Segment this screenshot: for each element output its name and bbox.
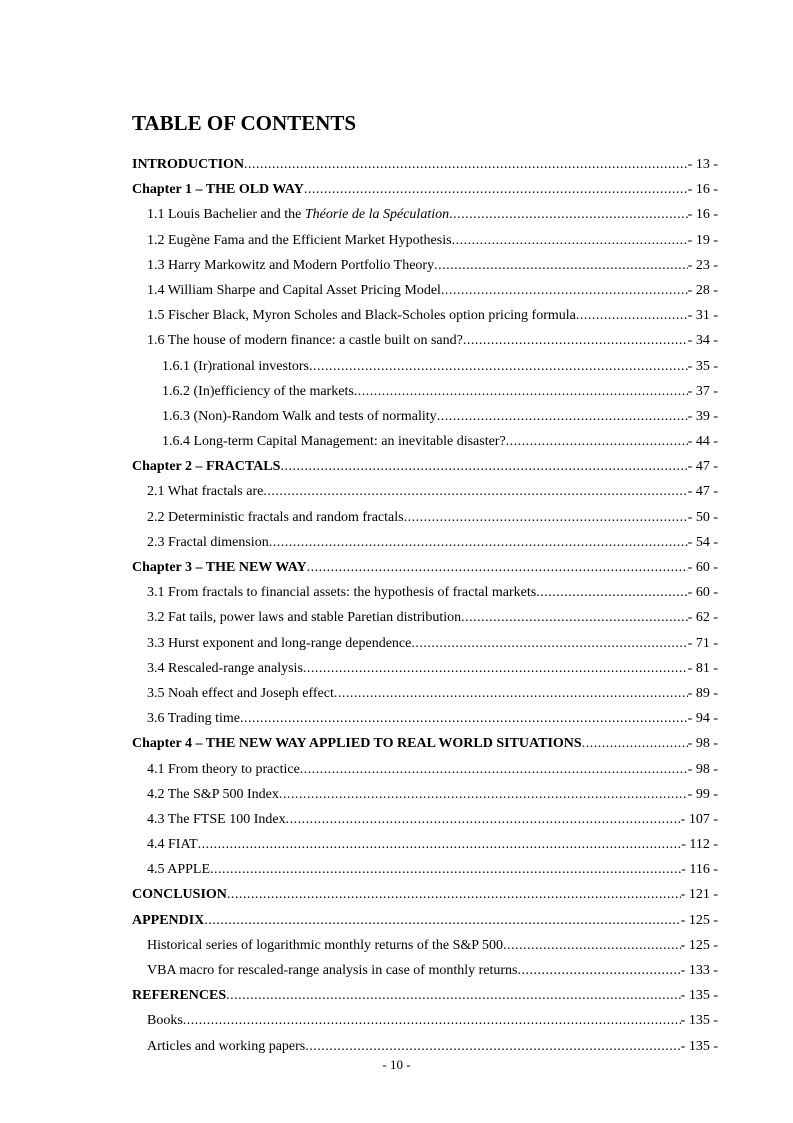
toc-entry[interactable]	[132, 205, 718, 230]
toc-entry-page: - 125 -	[680, 912, 718, 928]
toc-entry-label: 4.5 APPLE	[147, 862, 211, 878]
dot-leader	[411, 634, 687, 654]
toc-entry-label: REFERENCES	[132, 988, 227, 1004]
toc-entry-page: - 121 -	[680, 887, 718, 903]
toc-entry-label: 1.6.3 (Non)-Random Walk and tests of normality	[162, 408, 437, 424]
dot-leader	[576, 306, 688, 326]
toc-entry[interactable]	[132, 709, 718, 734]
toc-entry[interactable]	[132, 785, 718, 810]
toc-entry-page: - 135 -	[680, 1038, 718, 1054]
toc-entry[interactable]	[132, 835, 718, 860]
dot-leader	[307, 558, 688, 578]
dot-leader	[506, 432, 688, 452]
dot-leader	[204, 911, 680, 931]
toc-entry-label: 2.1 What fractals are	[147, 484, 264, 500]
dot-leader	[518, 961, 681, 981]
dot-leader	[503, 936, 681, 956]
toc-entry-label: 2.3 Fractal dimension	[147, 534, 269, 550]
toc-entry-page: - 60 -	[687, 560, 718, 575]
toc-entry-label: 2.2 Deterministic fractals and random fractals	[147, 509, 404, 525]
toc-entry-page: - 44 -	[687, 434, 718, 450]
toc-entry-page: - 50 -	[687, 509, 718, 525]
toc-entry[interactable]	[132, 231, 718, 256]
toc-entry-page: - 16 -	[687, 182, 718, 198]
toc-entry-label: VBA macro for rescaled-range analysis in case of monthly returns	[147, 963, 518, 978]
toc-entry-page: - 135 -	[680, 1013, 718, 1029]
toc-entry[interactable]	[132, 961, 718, 986]
toc-entry-label: 3.1 From fractals to financial assets: the hypothesis of fractal markets	[147, 585, 537, 601]
dot-leader	[280, 457, 687, 477]
dot-leader	[210, 860, 681, 880]
toc-entry[interactable]	[132, 911, 718, 936]
toc-entry-page: - 47 -	[687, 459, 718, 475]
toc-entry-page: - 23 -	[687, 257, 718, 273]
toc-entry[interactable]	[132, 331, 718, 356]
toc-entry[interactable]	[132, 659, 718, 684]
toc-entry-label: 3.4 Rescaled-range analysis	[147, 660, 303, 676]
dot-leader	[305, 1037, 680, 1057]
toc-entry[interactable]	[132, 986, 718, 1011]
toc-entry[interactable]	[132, 357, 718, 382]
toc-entry[interactable]	[132, 810, 718, 835]
toc-entry[interactable]	[132, 1011, 718, 1036]
toc-entry[interactable]	[132, 608, 718, 633]
dot-leader	[240, 709, 688, 729]
toc-entry-page: - 62 -	[687, 610, 718, 626]
toc-entry-label: 1.4 William Sharpe and Capital Asset Pricing Model	[147, 282, 441, 298]
dot-leader	[334, 684, 688, 704]
toc-entry[interactable]	[132, 180, 718, 205]
toc-entry-label: CONCLUSION	[132, 887, 227, 903]
toc-entry-page: - 19 -	[687, 232, 718, 248]
toc-entry-page: - 71 -	[687, 635, 718, 651]
dot-leader	[286, 810, 681, 830]
toc-entry-page: - 94 -	[687, 711, 718, 727]
dot-leader	[303, 659, 688, 679]
toc-entry[interactable]	[132, 760, 718, 785]
toc-entry-page: - 135 -	[680, 988, 718, 1004]
dot-leader	[536, 583, 688, 603]
dot-leader	[198, 835, 682, 855]
toc-entry-label: Chapter 1 – THE OLD WAY	[132, 182, 304, 198]
dot-leader	[309, 357, 688, 377]
toc-entry-label: 1.6.1 (Ir)rational investors	[162, 358, 309, 374]
toc-entry[interactable]	[132, 885, 718, 910]
toc-entry-label: Chapter 3 – THE NEW WAY	[132, 560, 307, 575]
toc-entry[interactable]	[132, 533, 718, 558]
toc-entry-page: - 133 -	[680, 963, 718, 978]
toc-entry-label: 4.2 The S&P 500 Index	[147, 786, 279, 802]
dot-leader	[449, 205, 688, 225]
dot-leader	[304, 180, 688, 200]
toc-entry[interactable]	[132, 155, 718, 180]
toc-entry-page: - 107 -	[680, 811, 718, 827]
toc-entry[interactable]	[132, 734, 718, 759]
dot-leader	[354, 382, 688, 402]
dot-leader	[434, 256, 688, 276]
toc-entry-page: - 116 -	[681, 862, 718, 878]
dot-leader	[226, 986, 681, 1006]
toc-entry-label: 4.4 FIAT	[147, 837, 198, 853]
toc-entry-page: - 99 -	[687, 786, 718, 802]
toc-entry-page: - 98 -	[687, 761, 718, 777]
toc-entry[interactable]	[132, 634, 718, 659]
toc-entry[interactable]	[132, 508, 718, 533]
toc-entry-page: - 34 -	[687, 333, 718, 349]
toc-entry[interactable]	[132, 457, 718, 482]
toc-entry-label: Chapter 2 – FRACTALS	[132, 459, 281, 475]
toc-entry-page: - 60 -	[687, 585, 718, 601]
toc-entry-page: - 35 -	[687, 358, 718, 374]
dot-leader	[227, 885, 681, 905]
toc-entry-page: - 16 -	[687, 207, 718, 223]
dot-leader	[404, 508, 688, 528]
dot-leader	[279, 785, 688, 805]
dot-leader	[437, 407, 688, 427]
toc-entry[interactable]	[132, 860, 718, 885]
toc-entry-page: - 98 -	[687, 736, 718, 752]
toc-entry-page: - 125 -	[680, 937, 718, 953]
toc-entry[interactable]	[132, 684, 718, 709]
toc-entry[interactable]	[132, 256, 718, 281]
table-of-contents	[132, 155, 718, 1062]
toc-entry[interactable]	[132, 583, 718, 608]
toc-entry-label: 3.3 Hurst exponent and long-range dependence	[147, 635, 412, 651]
toc-entry-label: 1.3 Harry Markowitz and Modern Portfolio Theory	[147, 257, 435, 273]
dot-leader	[461, 608, 688, 628]
toc-entry[interactable]	[132, 306, 718, 331]
toc-entry-label: INTRODUCTION	[132, 157, 245, 172]
toc-entry[interactable]	[132, 482, 718, 507]
toc-entry-label: 1.5 Fischer Black, Myron Scholes and Black-Scholes option pricing formula	[147, 308, 576, 324]
dot-leader	[263, 482, 687, 502]
dot-leader	[269, 533, 688, 553]
toc-entry-page: - 81 -	[687, 660, 718, 676]
dot-leader	[463, 331, 688, 351]
dot-leader	[452, 231, 688, 251]
toc-entry[interactable]	[132, 936, 718, 961]
page-number: - 10 -	[382, 1057, 411, 1072]
toc-entry-label: 1.2 Eugène Fama and the Efficient Market Hypothesis	[147, 232, 452, 248]
toc-entry[interactable]	[132, 281, 718, 306]
toc-entry-label: 4.3 The FTSE 100 Index	[147, 811, 286, 827]
toc-entry-page: - 54 -	[687, 534, 718, 550]
toc-entry-page: - 89 -	[687, 685, 718, 701]
dot-leader	[582, 734, 688, 754]
toc-entry-label: 1.6.2 (In)efficiency of the markets	[162, 383, 354, 399]
toc-entry[interactable]	[132, 382, 718, 407]
toc-entry-label: Articles and working papers	[147, 1038, 306, 1054]
toc-entry-label: 4.1 From theory to practice	[147, 761, 300, 777]
toc-entry-label: Chapter 4 – THE NEW WAY APPLIED TO REAL WORLD SITUATIONS	[132, 736, 582, 752]
toc-entry[interactable]	[132, 558, 718, 583]
dot-leader	[441, 281, 688, 301]
toc-entry-label: Books	[147, 1013, 183, 1029]
toc-entry-label: 3.5 Noah effect and Joseph effect	[147, 685, 334, 701]
toc-entry-label: 1.1 Louis Bachelier and the Théorie de la Spéculation	[147, 207, 450, 223]
toc-entry-label: Historical series of logarithmic monthly returns of the S&P 500	[147, 937, 504, 953]
toc-entry-label: 1.6.4 Long-term Capital Management: an inevitable disaster?	[162, 434, 506, 450]
dot-leader	[244, 155, 688, 175]
toc-entry-label: 3.2 Fat tails, power laws and stable Paretian distribution	[147, 610, 462, 626]
toc-entry-label: 1.6 The house of modern finance: a castle built on sand?	[147, 333, 463, 349]
toc-entry-page: - 47 -	[687, 484, 718, 500]
dot-leader	[300, 760, 688, 780]
toc-entry-page: - 37 -	[687, 383, 718, 399]
page-title: TABLE OF CONTENTS	[132, 111, 357, 135]
toc-entry-label: 3.6 Trading time	[147, 711, 240, 727]
toc-entry-label: APPENDIX	[132, 912, 205, 928]
toc-entry-page: - 28 -	[687, 282, 718, 298]
toc-entry[interactable]	[132, 432, 718, 457]
toc-entry[interactable]	[132, 407, 718, 432]
toc-entry-page: - 112 -	[681, 837, 718, 853]
dot-leader	[183, 1011, 681, 1031]
toc-entry-page: - 31 -	[687, 308, 718, 324]
toc-entry-page: - 39 -	[687, 408, 718, 424]
toc-entry-page: - 13 -	[687, 157, 718, 172]
